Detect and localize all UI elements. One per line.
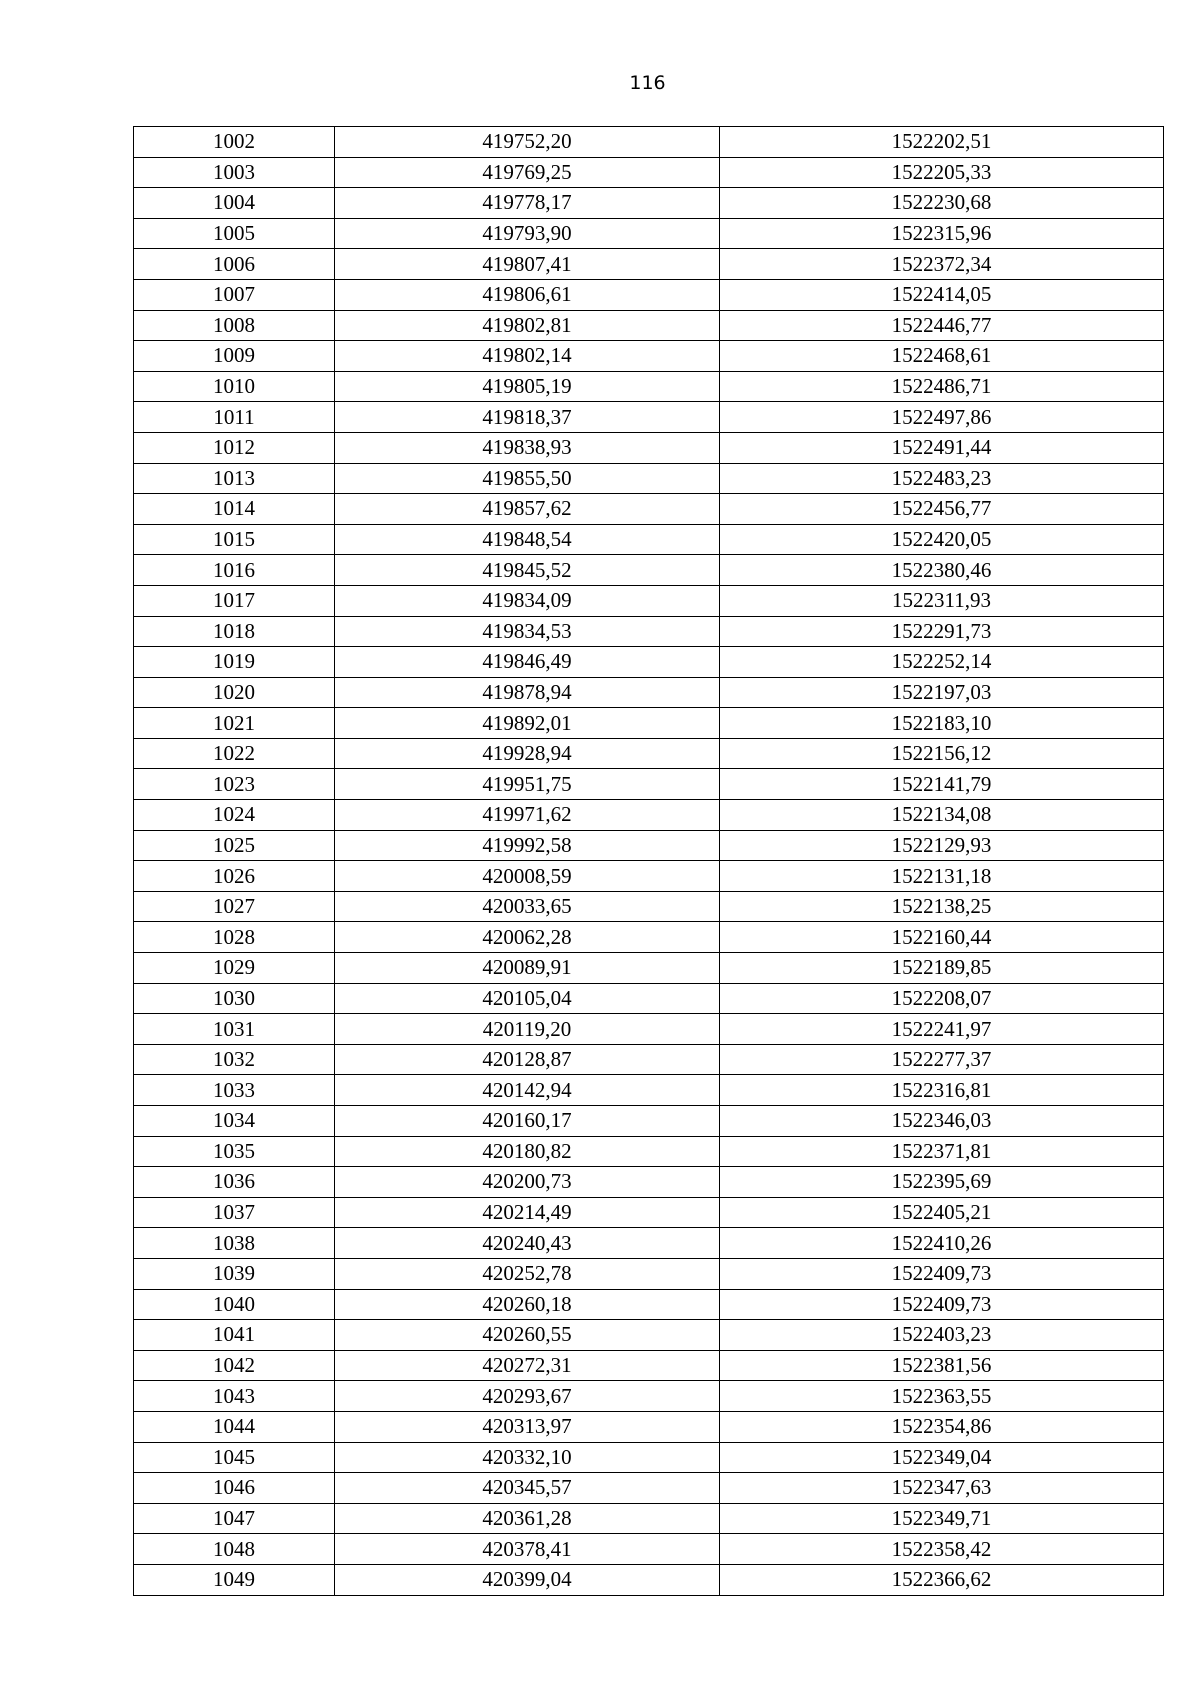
x-coordinate-cell: 420260,18 [335,1289,720,1320]
x-coordinate-cell: 420252,78 [335,1258,720,1289]
x-coordinate-cell: 420200,73 [335,1167,720,1198]
x-coordinate-cell: 419971,62 [335,800,720,831]
point-number-cell: 1015 [134,524,335,555]
y-coordinate-cell: 1522486,71 [720,371,1164,402]
table-row [134,1564,1164,1595]
table-row [134,310,1164,341]
point-number-cell: 1026 [134,861,335,892]
y-coordinate-cell: 1522189,85 [720,953,1164,984]
point-number-cell: 1038 [134,1228,335,1259]
point-number-cell: 1029 [134,953,335,984]
table-row [134,1350,1164,1381]
point-number-cell: 1032 [134,1044,335,1075]
y-coordinate-cell: 1522252,14 [720,647,1164,678]
table-row [134,341,1164,372]
table-row [134,800,1164,831]
y-coordinate-cell: 1522363,55 [720,1381,1164,1412]
x-coordinate-cell: 419793,90 [335,218,720,249]
point-number-cell: 1004 [134,188,335,219]
point-number-cell: 1024 [134,800,335,831]
table-row [134,983,1164,1014]
y-coordinate-cell: 1522349,71 [720,1503,1164,1534]
point-number-cell: 1014 [134,494,335,525]
y-coordinate-cell: 1522366,62 [720,1564,1164,1595]
x-coordinate-cell: 420105,04 [335,983,720,1014]
point-number-cell: 1042 [134,1350,335,1381]
y-coordinate-cell: 1522205,33 [720,157,1164,188]
point-number-cell: 1043 [134,1381,335,1412]
y-coordinate-cell: 1522420,05 [720,524,1164,555]
table-row [134,922,1164,953]
point-number-cell: 1002 [134,127,335,158]
point-number-cell: 1022 [134,738,335,769]
x-coordinate-cell: 420008,59 [335,861,720,892]
y-coordinate-cell: 1522291,73 [720,616,1164,647]
point-number-cell: 1049 [134,1564,335,1595]
table-row [134,861,1164,892]
y-coordinate-cell: 1522395,69 [720,1167,1164,1198]
table-row [134,524,1164,555]
y-coordinate-cell: 1522446,77 [720,310,1164,341]
point-number-cell: 1047 [134,1503,335,1534]
table-row [134,1381,1164,1412]
table-row [134,738,1164,769]
x-coordinate-cell: 419802,81 [335,310,720,341]
x-coordinate-cell: 419855,50 [335,463,720,494]
x-coordinate-cell: 420332,10 [335,1442,720,1473]
table-row [134,127,1164,158]
y-coordinate-cell: 1522347,63 [720,1473,1164,1504]
table-row [134,1106,1164,1137]
point-number-cell: 1028 [134,922,335,953]
table-row [134,157,1164,188]
table-row [134,769,1164,800]
y-coordinate-cell: 1522349,04 [720,1442,1164,1473]
x-coordinate-cell: 419838,93 [335,432,720,463]
y-coordinate-cell: 1522380,46 [720,555,1164,586]
table-row [134,555,1164,586]
table-row [134,279,1164,310]
y-coordinate-cell: 1522241,97 [720,1014,1164,1045]
page-number: 116 [629,72,666,94]
x-coordinate-cell: 420345,57 [335,1473,720,1504]
point-number-cell: 1039 [134,1258,335,1289]
x-coordinate-cell: 419769,25 [335,157,720,188]
point-number-cell: 1044 [134,1411,335,1442]
y-coordinate-cell: 1522183,10 [720,708,1164,739]
y-coordinate-cell: 1522483,23 [720,463,1164,494]
table-row [134,463,1164,494]
x-coordinate-cell: 420142,94 [335,1075,720,1106]
x-coordinate-cell: 419807,41 [335,249,720,280]
y-coordinate-cell: 1522497,86 [720,402,1164,433]
x-coordinate-cell: 420033,65 [335,891,720,922]
table-row [134,1167,1164,1198]
x-coordinate-cell: 420293,67 [335,1381,720,1412]
point-number-cell: 1016 [134,555,335,586]
table-row [134,1197,1164,1228]
y-coordinate-cell: 1522491,44 [720,432,1164,463]
table-row [134,1044,1164,1075]
point-number-cell: 1041 [134,1320,335,1351]
x-coordinate-cell: 420214,49 [335,1197,720,1228]
x-coordinate-cell: 420240,43 [335,1228,720,1259]
table-row [134,647,1164,678]
y-coordinate-cell: 1522131,18 [720,861,1164,892]
x-coordinate-cell: 420378,41 [335,1534,720,1565]
point-number-cell: 1046 [134,1473,335,1504]
point-number-cell: 1019 [134,647,335,678]
point-number-cell: 1033 [134,1075,335,1106]
y-coordinate-cell: 1522311,93 [720,585,1164,616]
point-number-cell: 1007 [134,279,335,310]
y-coordinate-cell: 1522202,51 [720,127,1164,158]
x-coordinate-cell: 419845,52 [335,555,720,586]
table-row [134,402,1164,433]
y-coordinate-cell: 1522358,42 [720,1534,1164,1565]
point-number-cell: 1048 [134,1534,335,1565]
table-row [134,1258,1164,1289]
y-coordinate-cell: 1522134,08 [720,800,1164,831]
y-coordinate-cell: 1522405,21 [720,1197,1164,1228]
y-coordinate-cell: 1522316,81 [720,1075,1164,1106]
x-coordinate-cell: 420272,31 [335,1350,720,1381]
table-row [134,1534,1164,1565]
x-coordinate-cell: 419778,17 [335,188,720,219]
point-number-cell: 1036 [134,1167,335,1198]
x-coordinate-cell: 420361,28 [335,1503,720,1534]
point-number-cell: 1011 [134,402,335,433]
table-row [134,188,1164,219]
y-coordinate-cell: 1522468,61 [720,341,1164,372]
table-row [134,1075,1164,1106]
x-coordinate-cell: 419806,61 [335,279,720,310]
y-coordinate-cell: 1522381,56 [720,1350,1164,1381]
point-number-cell: 1006 [134,249,335,280]
coordinates-table-body [134,127,1164,1596]
point-number-cell: 1003 [134,157,335,188]
table-row [134,1289,1164,1320]
x-coordinate-cell: 419834,09 [335,585,720,616]
table-row [134,249,1164,280]
table-row [134,1228,1164,1259]
point-number-cell: 1040 [134,1289,335,1320]
point-number-cell: 1020 [134,677,335,708]
y-coordinate-cell: 1522315,96 [720,218,1164,249]
y-coordinate-cell: 1522346,03 [720,1106,1164,1137]
x-coordinate-cell: 419848,54 [335,524,720,555]
table-row [134,1411,1164,1442]
x-coordinate-cell: 420062,28 [335,922,720,953]
table-row [134,891,1164,922]
point-number-cell: 1030 [134,983,335,1014]
x-coordinate-cell: 420260,55 [335,1320,720,1351]
point-number-cell: 1013 [134,463,335,494]
point-number-cell: 1025 [134,830,335,861]
point-number-cell: 1045 [134,1442,335,1473]
table-row [134,953,1164,984]
y-coordinate-cell: 1522403,23 [720,1320,1164,1351]
x-coordinate-cell: 419805,19 [335,371,720,402]
x-coordinate-cell: 419752,20 [335,127,720,158]
table-row [134,218,1164,249]
x-coordinate-cell: 420119,20 [335,1014,720,1045]
x-coordinate-cell: 419878,94 [335,677,720,708]
point-number-cell: 1034 [134,1106,335,1137]
point-number-cell: 1008 [134,310,335,341]
table-row [134,1442,1164,1473]
point-number-cell: 1027 [134,891,335,922]
x-coordinate-cell: 419928,94 [335,738,720,769]
y-coordinate-cell: 1522414,05 [720,279,1164,310]
point-number-cell: 1031 [134,1014,335,1045]
x-coordinate-cell: 420160,17 [335,1106,720,1137]
y-coordinate-cell: 1522277,37 [720,1044,1164,1075]
x-coordinate-cell: 419951,75 [335,769,720,800]
x-coordinate-cell: 419834,53 [335,616,720,647]
point-number-cell: 1010 [134,371,335,402]
y-coordinate-cell: 1522409,73 [720,1258,1164,1289]
x-coordinate-cell: 419892,01 [335,708,720,739]
point-number-cell: 1017 [134,585,335,616]
point-number-cell: 1021 [134,708,335,739]
y-coordinate-cell: 1522208,07 [720,983,1164,1014]
point-number-cell: 1009 [134,341,335,372]
table-row [134,1320,1164,1351]
point-number-cell: 1005 [134,218,335,249]
x-coordinate-cell: 419846,49 [335,647,720,678]
y-coordinate-cell: 1522409,73 [720,1289,1164,1320]
y-coordinate-cell: 1522372,34 [720,249,1164,280]
y-coordinate-cell: 1522160,44 [720,922,1164,953]
x-coordinate-cell: 419802,14 [335,341,720,372]
table-row [134,432,1164,463]
point-number-cell: 1037 [134,1197,335,1228]
x-coordinate-cell: 419857,62 [335,494,720,525]
table-row [134,371,1164,402]
y-coordinate-cell: 1522129,93 [720,830,1164,861]
x-coordinate-cell: 420128,87 [335,1044,720,1075]
table-row [134,1503,1164,1534]
y-coordinate-cell: 1522156,12 [720,738,1164,769]
y-coordinate-cell: 1522456,77 [720,494,1164,525]
x-coordinate-cell: 420180,82 [335,1136,720,1167]
point-number-cell: 1012 [134,432,335,463]
y-coordinate-cell: 1522138,25 [720,891,1164,922]
table-row [134,1136,1164,1167]
table-row [134,616,1164,647]
table-row [134,585,1164,616]
table-row [134,830,1164,861]
point-number-cell: 1018 [134,616,335,647]
y-coordinate-cell: 1522371,81 [720,1136,1164,1167]
x-coordinate-cell: 420089,91 [335,953,720,984]
y-coordinate-cell: 1522197,03 [720,677,1164,708]
table-row [134,1473,1164,1504]
table-row [134,708,1164,739]
y-coordinate-cell: 1522410,26 [720,1228,1164,1259]
point-number-cell: 1023 [134,769,335,800]
x-coordinate-cell: 419992,58 [335,830,720,861]
x-coordinate-cell: 420399,04 [335,1564,720,1595]
y-coordinate-cell: 1522230,68 [720,188,1164,219]
table-row [134,677,1164,708]
coordinates-table [133,126,1164,1596]
y-coordinate-cell: 1522354,86 [720,1411,1164,1442]
point-number-cell: 1035 [134,1136,335,1167]
table-row [134,1014,1164,1045]
x-coordinate-cell: 420313,97 [335,1411,720,1442]
y-coordinate-cell: 1522141,79 [720,769,1164,800]
x-coordinate-cell: 419818,37 [335,402,720,433]
table-row [134,494,1164,525]
